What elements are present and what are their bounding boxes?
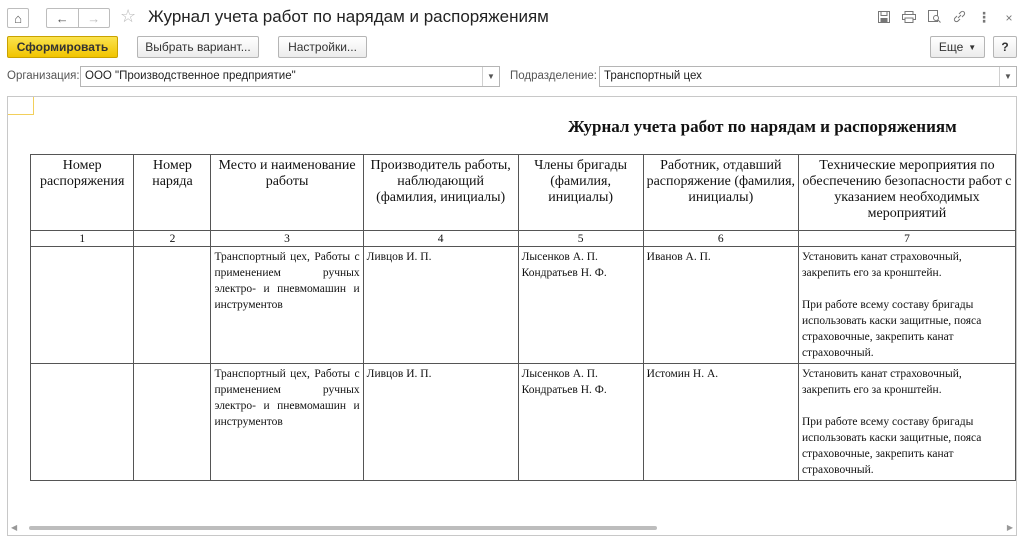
producer-cell[interactable]: Ливцов И. П.: [363, 364, 518, 481]
print-icon[interactable]: [902, 10, 916, 26]
more-vertical-icon[interactable]: ⋮: [977, 9, 991, 25]
title-bar: [0, 0, 1024, 34]
measures-cell[interactable]: [798, 364, 1015, 481]
order-number-cell[interactable]: [31, 247, 134, 364]
home-icon: ⌂: [14, 10, 22, 26]
scroll-right-icon[interactable]: ▶: [1006, 523, 1013, 532]
scroll-left-icon[interactable]: ◀: [11, 523, 18, 532]
column-number: 6: [643, 231, 798, 247]
place-cell[interactable]: Транспортный цех, Работы с применением ручных электро- и пневмомашин и инструментов: [211, 247, 363, 364]
chevron-down-icon[interactable]: ▼: [999, 67, 1016, 86]
organization-value: ООО "Производственное предприятие": [85, 70, 296, 82]
column-number: 7: [798, 231, 1015, 247]
selected-cell[interactable]: [8, 97, 34, 115]
forward-arrow-icon[interactable]: →: [87, 10, 101, 26]
issuer-cell[interactable]: Истомин Н. А.: [643, 364, 798, 481]
report-area[interactable]: [7, 96, 1017, 536]
column-header: Место и наименование работы: [211, 155, 363, 231]
issuer-cell[interactable]: Иванов А. П.: [643, 247, 798, 364]
brigade-member: Лысенков А. П.: [521, 368, 598, 380]
save-icon[interactable]: [877, 10, 891, 26]
organization-label: Организация:: [7, 70, 80, 82]
table-row: [31, 247, 1016, 364]
brigade-member: Лысенков А. П.: [521, 251, 598, 263]
measures-text: Установить канат страховочный, закрепить его за кронштейн.: [801, 251, 962, 279]
department-value: Транспортный цех: [604, 70, 702, 82]
column-header: Номер наряда: [134, 155, 211, 231]
help-button[interactable]: ?: [993, 36, 1017, 58]
chevron-down-icon[interactable]: ▼: [482, 67, 499, 86]
column-header: Номер распоряжения: [31, 155, 134, 231]
brigade-member: Кондратьев Н. Ф.: [521, 267, 607, 279]
brigade-member: Кондратьев Н. Ф.: [521, 384, 607, 396]
column-number: 4: [363, 231, 518, 247]
spacer: [802, 398, 1012, 414]
scrollbar-thumb[interactable]: [29, 526, 657, 530]
chevron-down-icon: ▼: [968, 42, 977, 52]
measures-text: Установить канат страховочный, закрепить его за кронштейн.: [801, 368, 962, 396]
department-label: Подразделение:: [510, 70, 597, 82]
window-title: Журнал учета работ по нарядам и распоряжениям: [148, 7, 549, 26]
organization-field[interactable]: [80, 66, 500, 87]
measures-text: При работе всему составу бригады использовать каски защитные, пояса страховочные, закрепить канат страховочный.: [801, 299, 982, 359]
home-button[interactable]: [7, 8, 29, 28]
column-number-row: [31, 231, 1016, 247]
more-label: Еще: [938, 40, 964, 54]
column-number: 3: [211, 231, 363, 247]
department-field[interactable]: [599, 66, 1017, 87]
column-header: Технические мероприятия по обеспечению безопасности работ с указанием необходимых мероприятий: [798, 155, 1015, 231]
measures-cell[interactable]: [798, 247, 1015, 364]
horizontal-scrollbar[interactable]: [7, 521, 1017, 535]
back-arrow-icon[interactable]: ←: [55, 10, 69, 26]
producer-cell[interactable]: Ливцов И. П.: [363, 247, 518, 364]
link-icon[interactable]: [952, 10, 966, 26]
generate-button[interactable]: Сформировать: [7, 36, 118, 58]
spacer: [802, 281, 1012, 297]
column-header: Производитель работы, наблюдающий (фамилия, инициалы): [363, 155, 518, 231]
measures-text: При работе всему составу бригады использовать каски защитные, пояса страховочные, закрепить канат страховочный.: [801, 416, 982, 476]
permit-number-cell[interactable]: [134, 364, 211, 481]
column-header: Члены бригады (фамилия, инициалы): [518, 155, 643, 231]
permit-number-cell[interactable]: [134, 247, 211, 364]
brigade-cell[interactable]: [518, 247, 643, 364]
column-number: 5: [518, 231, 643, 247]
settings-button[interactable]: Настройки...: [278, 36, 367, 58]
table-header-row: [31, 155, 1016, 231]
journal-table: [30, 154, 1016, 481]
history-navigation: [46, 8, 110, 28]
place-cell[interactable]: Транспортный цех, Работы с применением ручных электро- и пневмомашин и инструментов: [211, 364, 363, 481]
order-number-cell[interactable]: [31, 364, 134, 481]
column-header: Работник, отдавший распоряжение (фамилия, инициалы): [643, 155, 798, 231]
table-row: [31, 364, 1016, 481]
report-title: Журнал учета работ по нарядам и распоряжениям: [568, 117, 957, 136]
brigade-cell[interactable]: [518, 364, 643, 481]
more-button[interactable]: [930, 36, 985, 58]
preview-icon[interactable]: [927, 10, 941, 26]
column-number: 1: [31, 231, 134, 247]
column-number: 2: [134, 231, 211, 247]
window-icons: [877, 9, 1016, 26]
star-icon[interactable]: ☆: [120, 6, 137, 26]
select-variant-button[interactable]: Выбрать вариант...: [137, 36, 259, 58]
close-icon[interactable]: ×: [1005, 10, 1013, 25]
